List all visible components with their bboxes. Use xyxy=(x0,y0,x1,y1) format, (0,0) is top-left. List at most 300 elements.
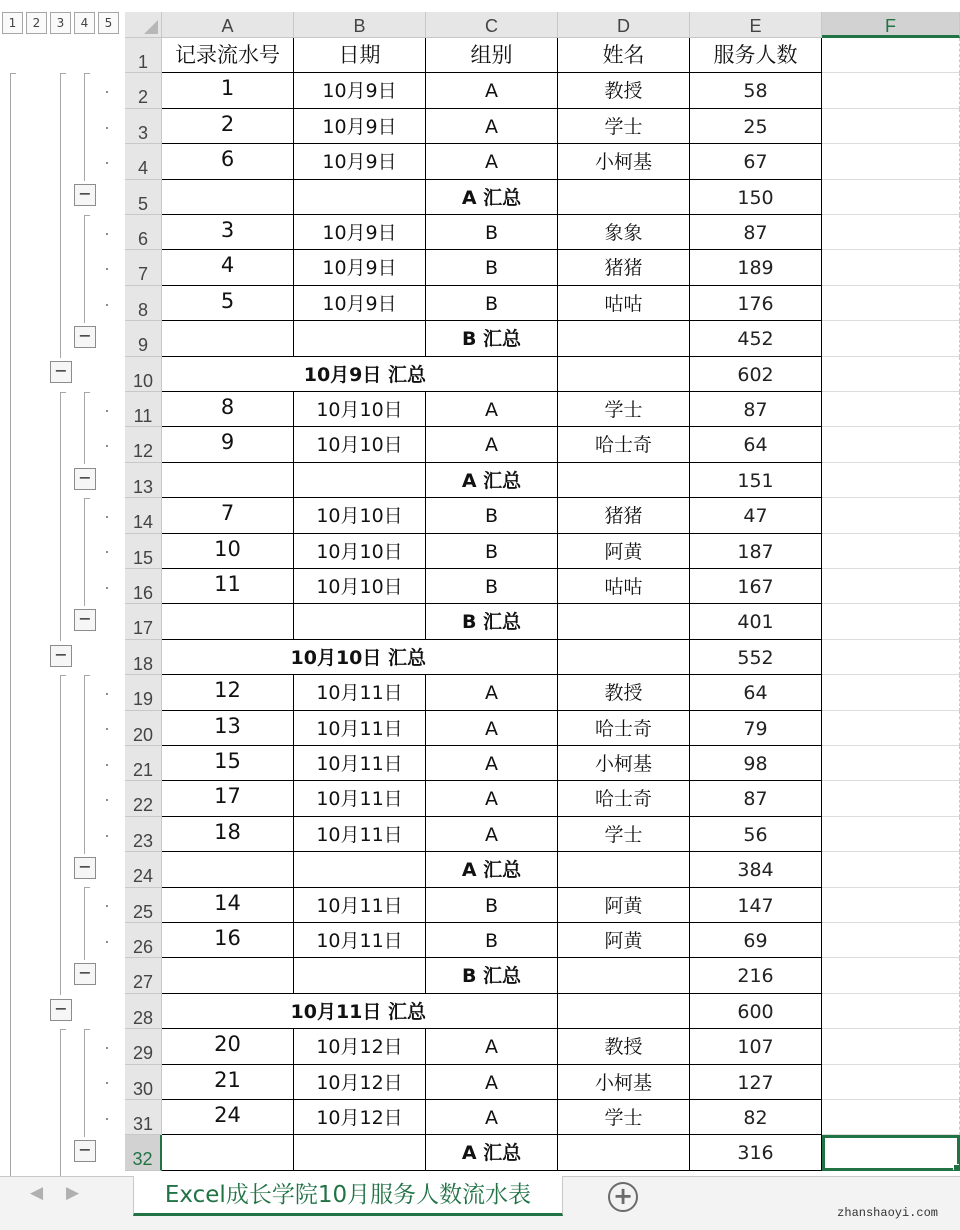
row-header-15[interactable]: 15 xyxy=(125,534,162,569)
fill-handle[interactable] xyxy=(953,1164,960,1171)
cell-a27[interactable] xyxy=(162,958,294,993)
cell-a14[interactable]: 7 xyxy=(162,498,294,533)
cell-d8[interactable]: 咕咕 xyxy=(558,286,690,321)
cell-c3[interactable]: A xyxy=(426,109,558,144)
outline-detail-dot xyxy=(106,445,108,447)
outline-bracket-tick xyxy=(84,392,90,393)
cell-f28[interactable] xyxy=(822,994,960,1029)
header-cell-d[interactable]: 姓名 xyxy=(558,38,690,73)
add-sheet-button[interactable]: + xyxy=(608,1182,638,1212)
cell-f31[interactable] xyxy=(822,1100,960,1135)
cell-e2[interactable]: 58 xyxy=(690,73,822,108)
outline-detail-dot xyxy=(106,1047,108,1049)
table-row xyxy=(162,604,960,639)
cell-d28[interactable] xyxy=(558,994,690,1029)
row-header-11[interactable]: 11 xyxy=(125,392,162,427)
cell-e14[interactable]: 47 xyxy=(690,498,822,533)
cell-b13[interactable] xyxy=(294,463,426,498)
cell-e18[interactable]: 552 xyxy=(690,640,822,675)
subtotal-label[interactable]: A 汇总 xyxy=(426,463,558,498)
cell-e23[interactable]: 56 xyxy=(690,817,822,852)
cell-e8[interactable]: 176 xyxy=(690,286,822,321)
cell-f24[interactable] xyxy=(822,852,960,887)
cell-e21[interactable]: 98 xyxy=(690,746,822,781)
collapse-subgroup-button[interactable]: − xyxy=(74,1140,96,1162)
table-row xyxy=(162,427,960,462)
cell-f6[interactable] xyxy=(822,215,960,250)
table-row xyxy=(162,250,960,285)
cell-c12[interactable]: A xyxy=(426,427,558,462)
outline-detail-dot xyxy=(106,551,108,553)
row-header-6[interactable]: 6 xyxy=(125,215,162,250)
subtotal-label[interactable]: A 汇总 xyxy=(426,1135,558,1170)
row-header-14[interactable]: 14 xyxy=(125,498,162,533)
row-header-16[interactable]: 16 xyxy=(125,569,162,604)
row-header-21[interactable]: 21 xyxy=(125,746,162,781)
cell-f21[interactable] xyxy=(822,746,960,781)
column-header-d[interactable]: D xyxy=(558,12,690,38)
column-header-e[interactable]: E xyxy=(690,12,822,38)
collapse-date-group-button[interactable]: − xyxy=(50,645,72,667)
table-row xyxy=(162,781,960,816)
cell-d11[interactable]: 学士 xyxy=(558,392,690,427)
row-header-9[interactable]: 9 xyxy=(125,321,162,356)
cell-d15[interactable]: 阿黄 xyxy=(558,534,690,569)
cell-f23[interactable] xyxy=(822,817,960,852)
cell-d16[interactable]: 咕咕 xyxy=(558,569,690,604)
select-all-corner[interactable] xyxy=(125,12,162,38)
table-row xyxy=(162,1029,960,1064)
cell-a26[interactable]: 16 xyxy=(162,923,294,958)
cell-f11[interactable] xyxy=(822,392,960,427)
cell-d14[interactable]: 猪猪 xyxy=(558,498,690,533)
subtotal-label[interactable]: B 汇总 xyxy=(426,958,558,993)
row-header-28[interactable]: 28 xyxy=(125,994,162,1029)
row-header-12[interactable]: 12 xyxy=(125,427,162,462)
row-header-3[interactable]: 3 xyxy=(125,109,162,144)
cell-b20[interactable]: 10月11日 xyxy=(294,711,426,746)
cell-d10[interactable] xyxy=(558,357,690,392)
cell-d30[interactable]: 小柯基 xyxy=(558,1065,690,1100)
cell-d32[interactable] xyxy=(558,1135,690,1170)
cell-f8[interactable] xyxy=(822,286,960,321)
cell-b26[interactable]: 10月11日 xyxy=(294,923,426,958)
cell-f29[interactable] xyxy=(822,1029,960,1064)
cell-f15[interactable] xyxy=(822,534,960,569)
cell-f26[interactable] xyxy=(822,923,960,958)
cell-f1[interactable] xyxy=(822,38,960,73)
outline-bracket-level-4 xyxy=(84,1029,85,1137)
cell-d5[interactable] xyxy=(558,180,690,215)
cell-b24[interactable] xyxy=(294,852,426,887)
cell-a12[interactable]: 9 xyxy=(162,427,294,462)
row-header-27[interactable]: 27 xyxy=(125,958,162,993)
table-row xyxy=(162,144,960,179)
row-header-31[interactable]: 31 xyxy=(125,1100,162,1135)
cell-a31[interactable]: 24 xyxy=(162,1100,294,1135)
cell-a5[interactable] xyxy=(162,180,294,215)
cell-c21[interactable]: A xyxy=(426,746,558,781)
cell-f3[interactable] xyxy=(822,109,960,144)
outline-detail-dot xyxy=(106,587,108,589)
cell-d9[interactable] xyxy=(558,321,690,356)
table-row xyxy=(162,852,960,887)
subtotal-label[interactable]: A 汇总 xyxy=(426,852,558,887)
cell-b4[interactable]: 10月9日 xyxy=(294,144,426,179)
select-all-triangle-icon xyxy=(144,20,158,34)
row-header-30[interactable]: 30 xyxy=(125,1065,162,1100)
cell-e24[interactable]: 384 xyxy=(690,852,822,887)
cell-c26[interactable]: B xyxy=(426,923,558,958)
cell-b27[interactable] xyxy=(294,958,426,993)
cell-c31[interactable]: A xyxy=(426,1100,558,1135)
cell-a11[interactable]: 8 xyxy=(162,392,294,427)
date-total-label[interactable]: 10月9日 汇总 xyxy=(162,357,426,392)
cell-b32[interactable] xyxy=(294,1135,426,1170)
cell-a15[interactable]: 10 xyxy=(162,534,294,569)
table-row xyxy=(162,498,960,533)
cell-d17[interactable] xyxy=(558,604,690,639)
cell-a4[interactable]: 6 xyxy=(162,144,294,179)
cell-b9[interactable] xyxy=(294,321,426,356)
outline-detail-dot xyxy=(106,268,108,270)
cell-d13[interactable] xyxy=(558,463,690,498)
header-cell-e[interactable]: 服务人数 xyxy=(690,38,822,73)
table-row xyxy=(162,321,960,356)
row-header-19[interactable]: 19 xyxy=(125,675,162,710)
outline-detail-dot xyxy=(106,91,108,93)
cell-e15[interactable]: 187 xyxy=(690,534,822,569)
outline-bracket-tick xyxy=(60,675,66,676)
table-row xyxy=(162,73,960,108)
outline-bracket-tick xyxy=(84,498,90,499)
cell-c16[interactable]: B xyxy=(426,569,558,604)
cell-f20[interactable] xyxy=(822,711,960,746)
cell-a16[interactable]: 11 xyxy=(162,569,294,604)
row-header-7[interactable]: 7 xyxy=(125,250,162,285)
table-row xyxy=(162,463,960,498)
cell-a23[interactable]: 18 xyxy=(162,817,294,852)
outline-bracket-level-3 xyxy=(60,73,61,358)
cell-e7[interactable]: 189 xyxy=(690,250,822,285)
cell-a9[interactable] xyxy=(162,321,294,356)
outline-level-3-button[interactable]: 3 xyxy=(50,12,71,34)
table-row xyxy=(162,1065,960,1100)
cell-c15[interactable]: B xyxy=(426,534,558,569)
cell-e5[interactable]: 150 xyxy=(690,180,822,215)
header-cell-c[interactable]: 组别 xyxy=(426,38,558,73)
table-row xyxy=(162,746,960,781)
outline-level-5-button[interactable]: 5 xyxy=(98,12,119,34)
cell-f10[interactable] xyxy=(822,357,960,392)
collapse-subgroup-button[interactable]: − xyxy=(74,184,96,206)
column-header-f[interactable]: F xyxy=(822,12,960,38)
cell-b7[interactable]: 10月9日 xyxy=(294,250,426,285)
cell-e28[interactable]: 600 xyxy=(690,994,822,1029)
cell-d21[interactable]: 小柯基 xyxy=(558,746,690,781)
cell-a32[interactable] xyxy=(162,1135,294,1170)
cell-d25[interactable]: 阿黄 xyxy=(558,888,690,923)
cell-e11[interactable]: 87 xyxy=(690,392,822,427)
collapse-subgroup-button[interactable]: − xyxy=(74,326,96,348)
outline-detail-dot xyxy=(106,1082,108,1084)
cell-b2[interactable]: 10月9日 xyxy=(294,73,426,108)
cell-a20[interactable]: 13 xyxy=(162,711,294,746)
cell-a6[interactable]: 3 xyxy=(162,215,294,250)
cell-d18[interactable] xyxy=(558,640,690,675)
row-header-20[interactable]: 20 xyxy=(125,711,162,746)
collapse-date-group-button[interactable]: − xyxy=(50,999,72,1021)
cell-d24[interactable] xyxy=(558,852,690,887)
outline-bracket-level-4 xyxy=(84,498,85,606)
cell-a29[interactable]: 20 xyxy=(162,1029,294,1064)
column-header-c[interactable]: C xyxy=(426,12,558,38)
cell-d3[interactable]: 学士 xyxy=(558,109,690,144)
outline-bracket-tick xyxy=(84,215,90,216)
outline-bracket-level-4 xyxy=(84,215,85,323)
cell-d2[interactable]: 教授 xyxy=(558,73,690,108)
row-header-18[interactable]: 18 xyxy=(125,640,162,675)
collapse-subgroup-button[interactable]: − xyxy=(74,857,96,879)
cell-d29[interactable]: 教授 xyxy=(558,1029,690,1064)
cell-c28[interactable] xyxy=(426,994,558,1029)
cell-d6[interactable]: 象象 xyxy=(558,215,690,250)
cell-b31[interactable]: 10月12日 xyxy=(294,1100,426,1135)
cell-b11[interactable]: 10月10日 xyxy=(294,392,426,427)
collapse-subgroup-button[interactable]: − xyxy=(74,609,96,631)
outline-detail-dot xyxy=(106,233,108,235)
cell-b17[interactable] xyxy=(294,604,426,639)
cell-b12[interactable]: 10月10日 xyxy=(294,427,426,462)
sheet-tab-active[interactable]: Excel成长学院10月服务人数流水表 xyxy=(133,1176,563,1216)
cell-d7[interactable]: 猪猪 xyxy=(558,250,690,285)
cell-b30[interactable]: 10月12日 xyxy=(294,1065,426,1100)
table-row xyxy=(162,1100,960,1135)
cell-f9[interactable] xyxy=(822,321,960,356)
outline-bracket-tick xyxy=(84,1029,90,1030)
collapse-subgroup-button[interactable]: − xyxy=(74,963,96,985)
cell-a21[interactable]: 15 xyxy=(162,746,294,781)
cell-c29[interactable]: A xyxy=(426,1029,558,1064)
cell-e25[interactable]: 147 xyxy=(690,888,822,923)
outline-level-4-button[interactable]: 4 xyxy=(74,12,95,34)
cell-c11[interactable]: A xyxy=(426,392,558,427)
cell-e16[interactable]: 167 xyxy=(690,569,822,604)
cell-c25[interactable]: B xyxy=(426,888,558,923)
cell-a3[interactable]: 2 xyxy=(162,109,294,144)
row-header-2[interactable]: 2 xyxy=(125,73,162,108)
cell-c6[interactable]: B xyxy=(426,215,558,250)
cell-a25[interactable]: 14 xyxy=(162,888,294,923)
cell-f30[interactable] xyxy=(822,1065,960,1100)
row-header-22[interactable]: 22 xyxy=(125,781,162,816)
row-header-4[interactable]: 4 xyxy=(125,144,162,179)
cell-b5[interactable] xyxy=(294,180,426,215)
prev-sheet-icon[interactable]: ◀ xyxy=(30,1183,44,1203)
cell-b21[interactable]: 10月11日 xyxy=(294,746,426,781)
table-row xyxy=(162,888,960,923)
row-header-8[interactable]: 8 xyxy=(125,286,162,321)
cell-c19[interactable]: A xyxy=(426,675,558,710)
cell-f14[interactable] xyxy=(822,498,960,533)
cell-e26[interactable]: 69 xyxy=(690,923,822,958)
cell-e30[interactable]: 127 xyxy=(690,1065,822,1100)
cell-f16[interactable] xyxy=(822,569,960,604)
table-row xyxy=(162,534,960,569)
cell-c22[interactable]: A xyxy=(426,781,558,816)
column-headers xyxy=(162,12,960,38)
cell-e29[interactable]: 107 xyxy=(690,1029,822,1064)
cell-f12[interactable] xyxy=(822,427,960,462)
table-row xyxy=(162,640,960,675)
header-row xyxy=(162,38,960,73)
cell-c10[interactable] xyxy=(426,357,558,392)
table-row xyxy=(162,569,960,604)
cell-c20[interactable]: A xyxy=(426,711,558,746)
cell-e32[interactable]: 316 xyxy=(690,1135,822,1170)
row-header-10[interactable]: 10 xyxy=(125,357,162,392)
row-header-25[interactable]: 25 xyxy=(125,888,162,923)
cell-e27[interactable]: 216 xyxy=(690,958,822,993)
subtotal-label[interactable]: B 汇总 xyxy=(426,604,558,639)
cell-b6[interactable]: 10月9日 xyxy=(294,215,426,250)
cell-c23[interactable]: A xyxy=(426,817,558,852)
outline-bracket-level-3 xyxy=(60,392,61,642)
cell-e12[interactable]: 64 xyxy=(690,427,822,462)
row-header-26[interactable]: 26 xyxy=(125,923,162,958)
cell-f22[interactable] xyxy=(822,781,960,816)
cell-f5[interactable] xyxy=(822,180,960,215)
cell-e17[interactable]: 401 xyxy=(690,604,822,639)
outline-detail-dot xyxy=(106,728,108,730)
row-header-23[interactable]: 23 xyxy=(125,817,162,852)
cell-a7[interactable]: 4 xyxy=(162,250,294,285)
outline-bracket-level-3 xyxy=(60,675,61,996)
cell-f17[interactable] xyxy=(822,604,960,639)
cell-f32[interactable] xyxy=(822,1135,960,1170)
cell-f7[interactable] xyxy=(822,250,960,285)
collapse-date-group-button[interactable]: − xyxy=(50,361,72,383)
cell-a24[interactable] xyxy=(162,852,294,887)
cell-a2[interactable]: 1 xyxy=(162,73,294,108)
outline-level-2-button[interactable]: 2 xyxy=(26,12,47,34)
row-header-13[interactable]: 13 xyxy=(125,463,162,498)
cell-d22[interactable]: 哈士奇 xyxy=(558,781,690,816)
cell-d23[interactable]: 学士 xyxy=(558,817,690,852)
cell-f13[interactable] xyxy=(822,463,960,498)
header-cell-b[interactable]: 日期 xyxy=(294,38,426,73)
outline-bracket-tick xyxy=(10,73,16,74)
row-header-1[interactable]: 1 xyxy=(125,38,162,73)
date-total-label[interactable]: 10月11日 汇总 xyxy=(162,994,426,1029)
column-header-b[interactable]: B xyxy=(294,12,426,38)
cell-f19[interactable] xyxy=(822,675,960,710)
cell-b14[interactable]: 10月10日 xyxy=(294,498,426,533)
cell-d4[interactable]: 小柯基 xyxy=(558,144,690,179)
header-cell-a[interactable]: 记录流水号 xyxy=(162,38,294,73)
cell-f27[interactable] xyxy=(822,958,960,993)
cell-d19[interactable]: 教授 xyxy=(558,675,690,710)
cell-b22[interactable]: 10月11日 xyxy=(294,781,426,816)
row-header-17[interactable]: 17 xyxy=(125,604,162,639)
cell-e13[interactable]: 151 xyxy=(690,463,822,498)
cell-e10[interactable]: 602 xyxy=(690,357,822,392)
date-total-label[interactable]: 10月10日 汇总 xyxy=(162,640,426,675)
table-row xyxy=(162,711,960,746)
cell-a30[interactable]: 21 xyxy=(162,1065,294,1100)
cell-a22[interactable]: 17 xyxy=(162,781,294,816)
cell-b15[interactable]: 10月10日 xyxy=(294,534,426,569)
cell-e3[interactable]: 25 xyxy=(690,109,822,144)
cell-c18[interactable] xyxy=(426,640,558,675)
column-header-a[interactable]: A xyxy=(162,12,294,38)
cell-c7[interactable]: B xyxy=(426,250,558,285)
table-row xyxy=(162,392,960,427)
cell-e31[interactable]: 82 xyxy=(690,1100,822,1135)
outline-panel xyxy=(0,0,125,1176)
table-row xyxy=(162,180,960,215)
cell-c2[interactable]: A xyxy=(426,73,558,108)
table-row xyxy=(162,958,960,993)
cell-e9[interactable]: 452 xyxy=(690,321,822,356)
subtotal-label[interactable]: B 汇总 xyxy=(426,321,558,356)
cell-c30[interactable]: A xyxy=(426,1065,558,1100)
cell-b19[interactable]: 10月11日 xyxy=(294,675,426,710)
cell-a17[interactable] xyxy=(162,604,294,639)
cell-d31[interactable]: 学士 xyxy=(558,1100,690,1135)
cell-f25[interactable] xyxy=(822,888,960,923)
collapse-subgroup-button[interactable]: − xyxy=(74,468,96,490)
cell-c4[interactable]: A xyxy=(426,144,558,179)
cell-e20[interactable]: 79 xyxy=(690,711,822,746)
outline-detail-dot xyxy=(106,905,108,907)
next-sheet-icon[interactable]: ▶ xyxy=(66,1183,80,1203)
cell-d20[interactable]: 哈士奇 xyxy=(558,711,690,746)
cell-b3[interactable]: 10月9日 xyxy=(294,109,426,144)
table-row xyxy=(162,675,960,710)
cell-e22[interactable]: 87 xyxy=(690,781,822,816)
cell-b25[interactable]: 10月11日 xyxy=(294,888,426,923)
cell-b23[interactable]: 10月11日 xyxy=(294,817,426,852)
outline-bracket-level-4 xyxy=(84,887,85,960)
table-row xyxy=(162,817,960,852)
cell-d12[interactable]: 哈士奇 xyxy=(558,427,690,462)
cell-d27[interactable] xyxy=(558,958,690,993)
row-header-32[interactable]: 32 xyxy=(125,1135,162,1170)
cell-c14[interactable]: B xyxy=(426,498,558,533)
cell-f2[interactable] xyxy=(822,73,960,108)
cell-c8[interactable]: B xyxy=(426,286,558,321)
row-header-24[interactable]: 24 xyxy=(125,852,162,887)
cell-f4[interactable] xyxy=(822,144,960,179)
row-header-29[interactable]: 29 xyxy=(125,1029,162,1064)
subtotal-label[interactable]: A 汇总 xyxy=(426,180,558,215)
cell-e4[interactable]: 67 xyxy=(690,144,822,179)
row-header-5[interactable]: 5 xyxy=(125,180,162,215)
cell-e19[interactable]: 64 xyxy=(690,675,822,710)
cell-b8[interactable]: 10月9日 xyxy=(294,286,426,321)
outline-level-1-button[interactable]: 1 xyxy=(2,12,23,34)
cell-f18[interactable] xyxy=(822,640,960,675)
cell-b29[interactable]: 10月12日 xyxy=(294,1029,426,1064)
cell-e6[interactable]: 87 xyxy=(690,215,822,250)
cell-b16[interactable]: 10月10日 xyxy=(294,569,426,604)
cell-a19[interactable]: 12 xyxy=(162,675,294,710)
cell-a13[interactable] xyxy=(162,463,294,498)
table-row xyxy=(162,994,960,1029)
cell-a8[interactable]: 5 xyxy=(162,286,294,321)
cell-d26[interactable]: 阿黄 xyxy=(558,923,690,958)
